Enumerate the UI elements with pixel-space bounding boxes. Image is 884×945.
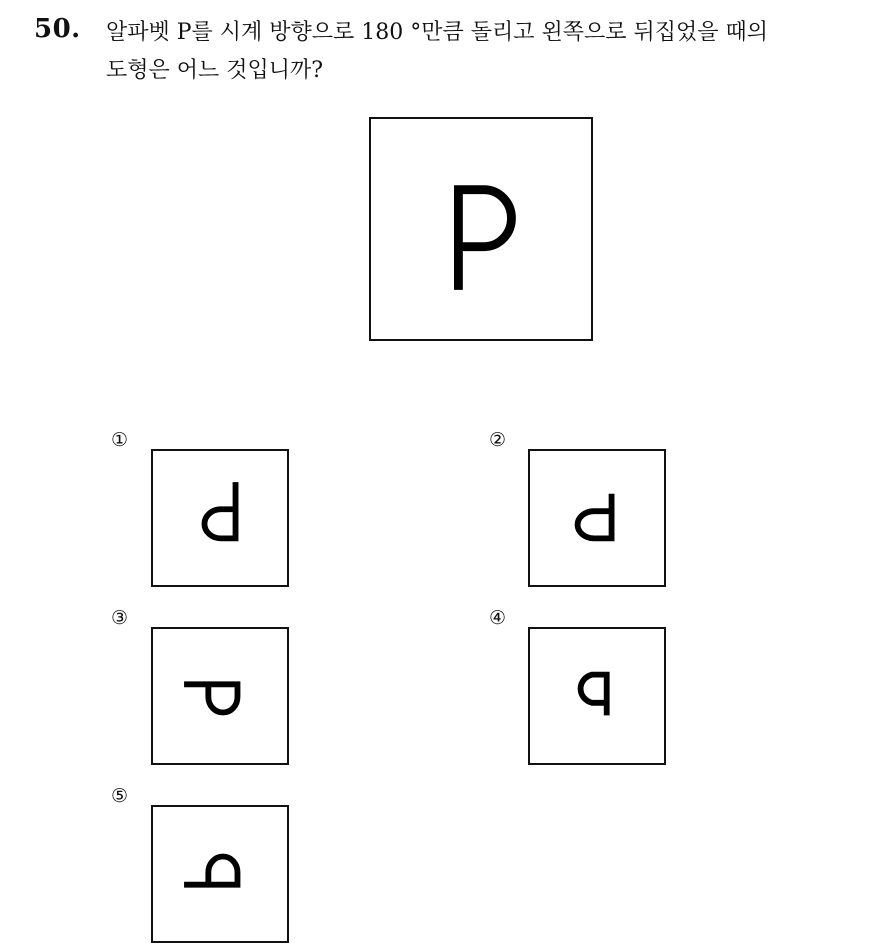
option-2-glyph xyxy=(530,451,664,585)
option-1-number[interactable]: ① xyxy=(111,429,129,451)
letter-p-figure xyxy=(371,119,591,339)
option-1-glyph xyxy=(153,451,287,585)
option-4-number[interactable]: ④ xyxy=(489,607,507,629)
question-text: 알파벳 P를 시계 방향으로 180 °만큼 돌리고 왼쪽으로 뒤집었을 때의 도형은 어느 것입니까? xyxy=(106,20,769,83)
option-3-number[interactable]: ③ xyxy=(111,607,129,629)
question-number: 50. xyxy=(34,14,81,44)
option-4-glyph xyxy=(530,629,664,763)
original-figure-box xyxy=(369,117,593,341)
option-1-box[interactable] xyxy=(151,449,289,587)
option-2-number[interactable]: ② xyxy=(489,429,507,451)
option-3-glyph xyxy=(153,629,287,763)
option-2-box[interactable] xyxy=(528,449,666,587)
option-3-box[interactable] xyxy=(151,627,289,765)
option-4-box[interactable] xyxy=(528,627,666,765)
option-5-glyph xyxy=(153,807,287,941)
option-5-number[interactable]: ⑤ xyxy=(111,785,129,807)
option-5-box[interactable] xyxy=(151,805,289,943)
